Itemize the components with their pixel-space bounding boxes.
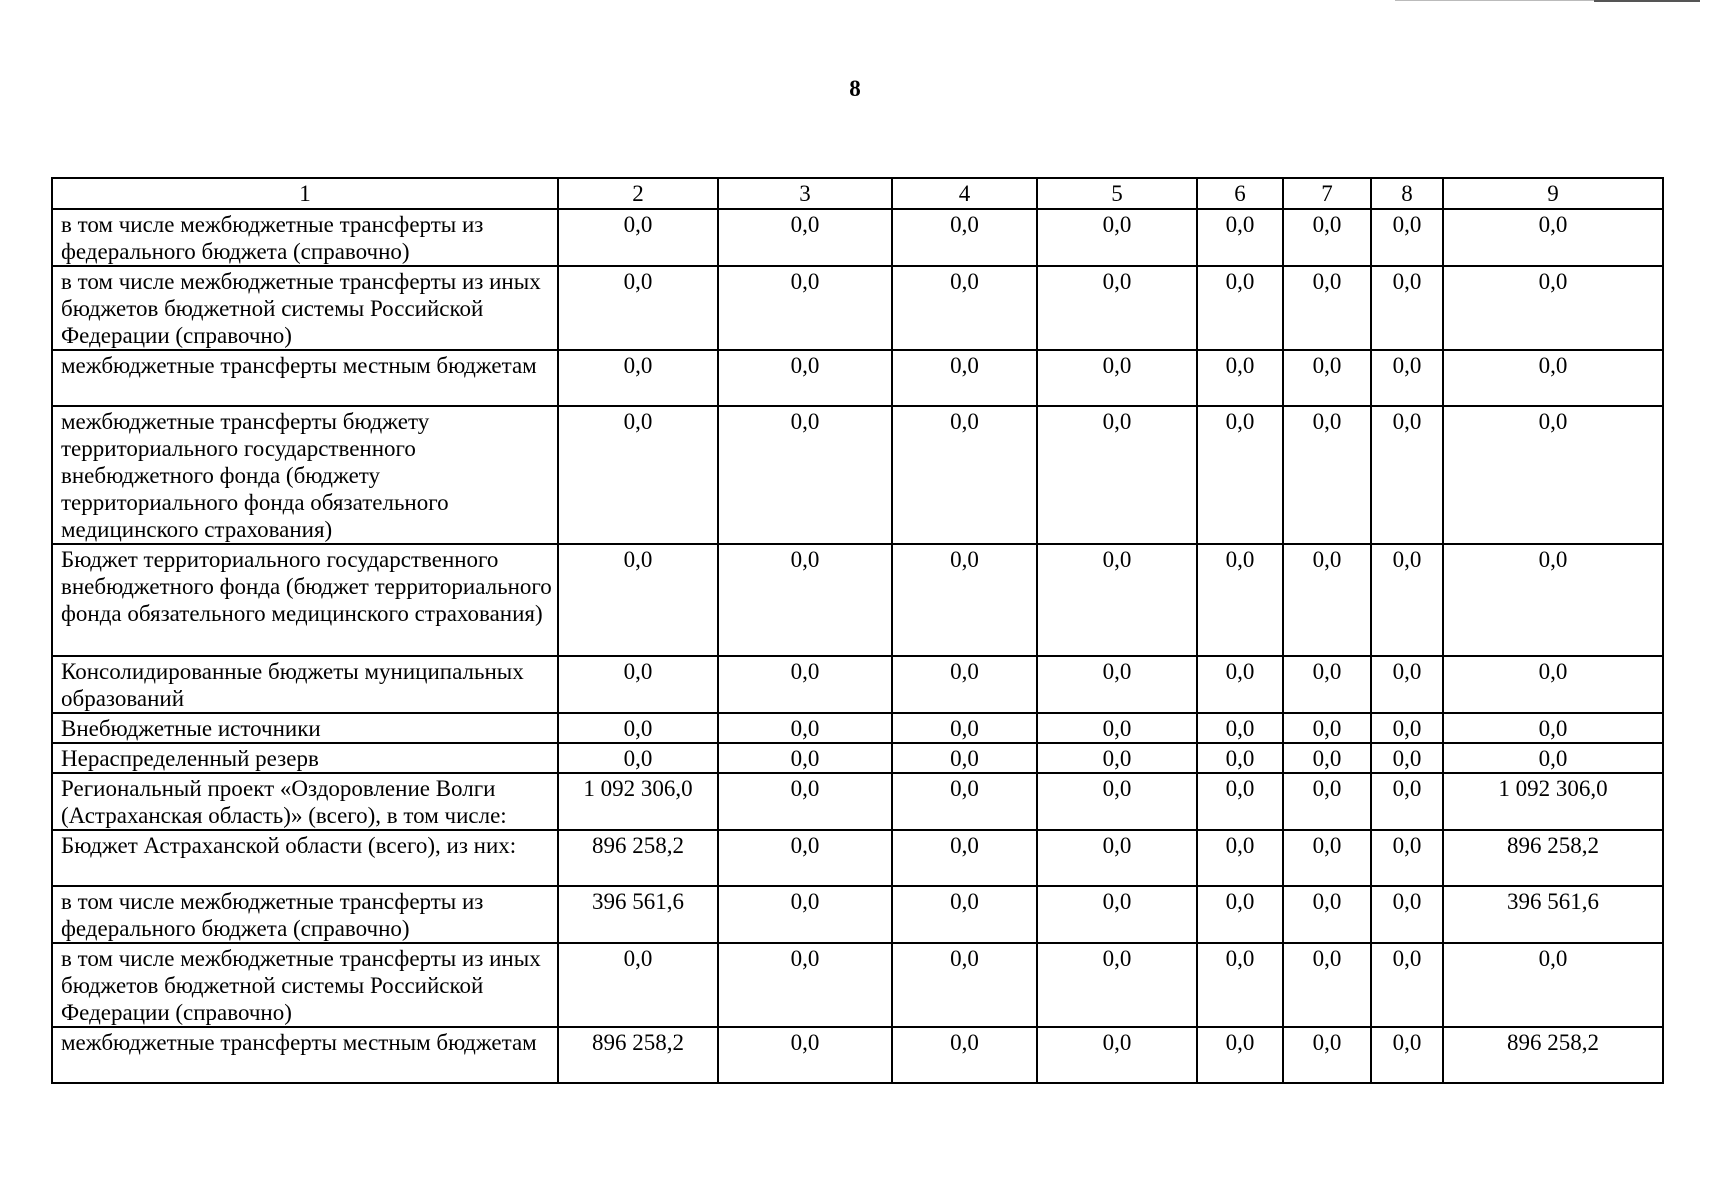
cell-value: 0,0 <box>1371 350 1443 406</box>
cell-value: 0,0 <box>1283 713 1371 743</box>
row-label: межбюджетные трансферты местным бюджетам <box>52 1027 558 1083</box>
cell-value: 0,0 <box>718 656 892 713</box>
header-row <box>52 178 1663 209</box>
cell-value: 0,0 <box>892 743 1037 773</box>
cell-value: 0,0 <box>1371 1027 1443 1083</box>
cell-value: 0,0 <box>718 830 892 886</box>
table-row <box>52 830 1663 886</box>
row-label: в том числе межбюджетные трансферты из иных бюджетов бюджетной системы Российской Федерации (справочно) <box>52 266 558 350</box>
row-label: Региональный проект «Оздоровление Волги (Астраханская область)» (всего), в том числе: <box>52 773 558 830</box>
cell-value: 0,0 <box>1037 943 1197 1027</box>
cell-value: 0,0 <box>1197 406 1283 544</box>
table-row <box>52 266 1663 350</box>
cell-value: 0,0 <box>558 406 718 544</box>
budget-table <box>51 177 1664 1084</box>
cell-value: 0,0 <box>558 350 718 406</box>
cell-value: 0,0 <box>1371 406 1443 544</box>
cell-value: 0,0 <box>1443 266 1663 350</box>
scan-mark-dark <box>1594 0 1700 2</box>
cell-value: 0,0 <box>718 266 892 350</box>
column-header: 4 <box>892 178 1037 209</box>
cell-value: 0,0 <box>892 773 1037 830</box>
cell-value: 0,0 <box>1283 773 1371 830</box>
cell-value: 0,0 <box>1283 830 1371 886</box>
row-label: межбюджетные трансферты бюджету территориального государственного внебюджетного фонда (бюджету территориального фонда обязательного медицинского страхования) <box>52 406 558 544</box>
cell-value: 0,0 <box>892 406 1037 544</box>
column-header: 5 <box>1037 178 1197 209</box>
cell-value: 0,0 <box>1371 943 1443 1027</box>
cell-value: 0,0 <box>892 209 1037 266</box>
cell-value: 0,0 <box>1283 743 1371 773</box>
cell-value: 0,0 <box>1283 544 1371 656</box>
cell-value: 0,0 <box>1283 266 1371 350</box>
cell-value: 396 561,6 <box>558 886 718 943</box>
cell-value: 896 258,2 <box>1443 830 1663 886</box>
cell-value: 0,0 <box>1197 743 1283 773</box>
cell-value: 0,0 <box>1197 830 1283 886</box>
cell-value: 0,0 <box>558 266 718 350</box>
cell-value: 0,0 <box>1443 743 1663 773</box>
column-header: 7 <box>1283 178 1371 209</box>
cell-value: 896 258,2 <box>558 830 718 886</box>
cell-value: 0,0 <box>892 943 1037 1027</box>
cell-value: 0,0 <box>1371 773 1443 830</box>
column-header: 8 <box>1371 178 1443 209</box>
cell-value: 0,0 <box>1443 350 1663 406</box>
table-row <box>52 656 1663 713</box>
cell-value: 0,0 <box>1371 656 1443 713</box>
row-label: в том числе межбюджетные трансферты из федерального бюджета (справочно) <box>52 886 558 943</box>
cell-value: 0,0 <box>1197 773 1283 830</box>
cell-value: 0,0 <box>718 943 892 1027</box>
row-label: Бюджет территориального государственного внебюджетного фонда (бюджет территориального фонда обязательного медицинского страхования) <box>52 544 558 656</box>
cell-value: 0,0 <box>718 886 892 943</box>
cell-value: 0,0 <box>1037 886 1197 943</box>
table-row <box>52 713 1663 743</box>
cell-value: 0,0 <box>892 713 1037 743</box>
cell-value: 0,0 <box>892 1027 1037 1083</box>
cell-value: 1 092 306,0 <box>1443 773 1663 830</box>
cell-value: 0,0 <box>718 773 892 830</box>
cell-value: 0,0 <box>1037 266 1197 350</box>
cell-value: 0,0 <box>1283 656 1371 713</box>
cell-value: 0,0 <box>718 350 892 406</box>
table-row <box>52 943 1663 1027</box>
cell-value: 0,0 <box>1037 830 1197 886</box>
cell-value: 0,0 <box>892 350 1037 406</box>
cell-value: 0,0 <box>1283 886 1371 943</box>
column-header: 3 <box>718 178 892 209</box>
cell-value: 896 258,2 <box>1443 1027 1663 1083</box>
cell-value: 0,0 <box>1037 743 1197 773</box>
cell-value: 0,0 <box>1283 943 1371 1027</box>
column-header: 2 <box>558 178 718 209</box>
table-row <box>52 773 1663 830</box>
cell-value: 0,0 <box>1443 713 1663 743</box>
table-row <box>52 350 1663 406</box>
cell-value: 0,0 <box>892 656 1037 713</box>
cell-value: 0,0 <box>1283 406 1371 544</box>
cell-value: 0,0 <box>558 943 718 1027</box>
cell-value: 0,0 <box>1197 886 1283 943</box>
cell-value: 0,0 <box>1371 544 1443 656</box>
column-header: 9 <box>1443 178 1663 209</box>
cell-value: 0,0 <box>1037 656 1197 713</box>
cell-value: 0,0 <box>558 713 718 743</box>
table-row <box>52 544 1663 656</box>
cell-value: 0,0 <box>1037 773 1197 830</box>
cell-value: 0,0 <box>1371 209 1443 266</box>
cell-value: 0,0 <box>1371 743 1443 773</box>
page-number: 8 <box>849 76 861 101</box>
cell-value: 0,0 <box>1037 713 1197 743</box>
cell-value: 0,0 <box>1197 350 1283 406</box>
table-row <box>52 1027 1663 1083</box>
cell-value: 0,0 <box>1371 713 1443 743</box>
cell-value: 0,0 <box>1037 406 1197 544</box>
cell-value: 0,0 <box>1037 350 1197 406</box>
cell-value: 0,0 <box>718 209 892 266</box>
cell-value: 0,0 <box>1283 350 1371 406</box>
cell-value: 0,0 <box>1371 266 1443 350</box>
table-row <box>52 743 1663 773</box>
cell-value: 0,0 <box>1197 544 1283 656</box>
scan-mark-light <box>1395 0 1615 1</box>
row-label: Внебюджетные источники <box>52 713 558 743</box>
cell-value: 0,0 <box>718 743 892 773</box>
cell-value: 0,0 <box>1197 656 1283 713</box>
row-label: Нераспределенный резерв <box>52 743 558 773</box>
column-header: 1 <box>52 178 558 209</box>
table-row <box>52 406 1663 544</box>
row-label: Консолидированные бюджеты муниципальных образований <box>52 656 558 713</box>
cell-value: 0,0 <box>892 886 1037 943</box>
cell-value: 0,0 <box>558 743 718 773</box>
row-label: в том числе межбюджетные трансферты из федерального бюджета (справочно) <box>52 209 558 266</box>
scan-edge-marks <box>0 0 1710 2</box>
cell-value: 0,0 <box>558 209 718 266</box>
table-row <box>52 886 1663 943</box>
cell-value: 0,0 <box>1443 209 1663 266</box>
cell-value: 0,0 <box>1037 544 1197 656</box>
cell-value: 0,0 <box>1443 943 1663 1027</box>
cell-value: 0,0 <box>1371 886 1443 943</box>
cell-value: 0,0 <box>1443 656 1663 713</box>
cell-value: 0,0 <box>892 266 1037 350</box>
cell-value: 0,0 <box>558 656 718 713</box>
cell-value: 0,0 <box>558 544 718 656</box>
cell-value: 0,0 <box>1371 830 1443 886</box>
cell-value: 0,0 <box>892 544 1037 656</box>
cell-value: 0,0 <box>718 544 892 656</box>
cell-value: 0,0 <box>1037 1027 1197 1083</box>
cell-value: 1 092 306,0 <box>558 773 718 830</box>
cell-value: 0,0 <box>1283 1027 1371 1083</box>
row-label: Бюджет Астраханской области (всего), из них: <box>52 830 558 886</box>
cell-value: 0,0 <box>1037 209 1197 266</box>
cell-value: 0,0 <box>718 1027 892 1083</box>
row-label: межбюджетные трансферты местным бюджетам <box>52 350 558 406</box>
cell-value: 0,0 <box>1283 209 1371 266</box>
cell-value: 0,0 <box>1443 544 1663 656</box>
cell-value: 0,0 <box>1197 713 1283 743</box>
cell-value: 396 561,6 <box>1443 886 1663 943</box>
cell-value: 0,0 <box>718 713 892 743</box>
cell-value: 0,0 <box>1443 406 1663 544</box>
cell-value: 0,0 <box>1197 209 1283 266</box>
column-header: 6 <box>1197 178 1283 209</box>
cell-value: 896 258,2 <box>558 1027 718 1083</box>
cell-value: 0,0 <box>1197 943 1283 1027</box>
cell-value: 0,0 <box>1197 266 1283 350</box>
cell-value: 0,0 <box>1197 1027 1283 1083</box>
cell-value: 0,0 <box>892 830 1037 886</box>
table-row <box>52 209 1663 266</box>
row-label: в том числе межбюджетные трансферты из иных бюджетов бюджетной системы Российской Федерации (справочно) <box>52 943 558 1027</box>
cell-value: 0,0 <box>718 406 892 544</box>
